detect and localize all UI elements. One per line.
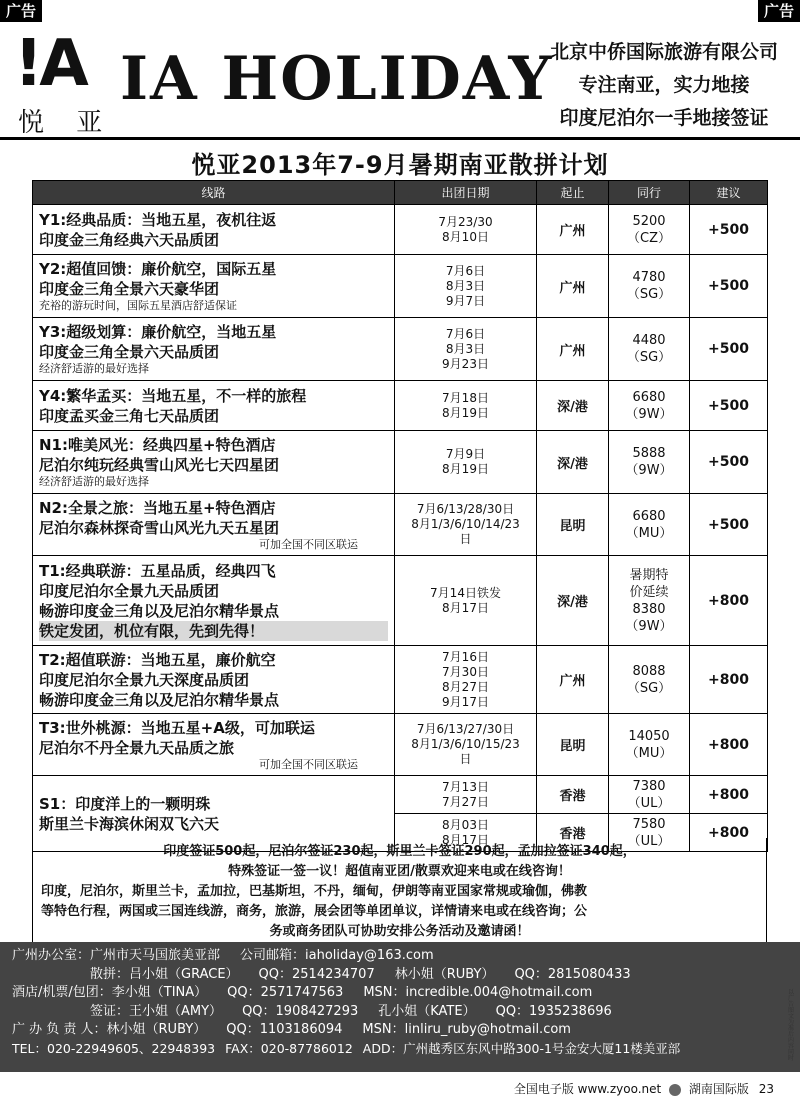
dates-cell	[395, 381, 537, 431]
price-cell	[609, 776, 690, 814]
page-title: 悦亚2013年7-9月暑期南亚散拼计划	[191, 151, 609, 179]
extra-cell: +800	[690, 556, 768, 646]
footer-edition: 湖南国际版	[688, 1082, 749, 1096]
col-route: 线路	[33, 181, 395, 205]
extra-cell: +800	[690, 814, 768, 852]
date: 9月7日	[445, 293, 486, 308]
airline: （MU）	[625, 745, 673, 761]
dates-cell	[395, 556, 537, 646]
date: 日	[459, 752, 472, 766]
date: 9月23日	[442, 356, 489, 371]
route-name: 印度尼泊尔全景九天深度品质团	[39, 670, 250, 689]
dates-cell	[395, 494, 537, 556]
contact-row	[12, 1040, 788, 1059]
route-title: T2:超值联游：当地五星，廉价航空	[39, 650, 276, 669]
contact-panel	[0, 942, 800, 1072]
logo-mark: !A	[14, 27, 85, 101]
header	[0, 22, 800, 140]
route-note: 可加全国不同区联运	[259, 537, 358, 551]
city-cell: 昆明	[537, 494, 609, 556]
edition-icon	[669, 1084, 681, 1096]
table-row	[33, 205, 768, 255]
table-row	[33, 318, 768, 381]
fax: FAX：020-87786012	[225, 1040, 353, 1056]
date: 8月10日	[442, 229, 489, 244]
date: 8月17日	[442, 832, 489, 847]
route-name: 印度尼泊尔全景九天品质团	[39, 581, 220, 600]
date: 7月13日	[442, 779, 489, 794]
route-note: 经济舒适游的最好选择	[39, 362, 149, 375]
table-row	[33, 646, 768, 714]
dates-cell	[395, 646, 537, 714]
date: 8月3日	[445, 341, 486, 356]
route-name: 斯里兰卡海滨休闲双飞六天	[39, 814, 220, 833]
date: 7月23/30	[438, 214, 493, 229]
dates-cell	[395, 714, 537, 776]
col-extra: 建议	[690, 181, 768, 205]
airline: （SG）	[626, 287, 672, 302]
table-row	[33, 255, 768, 318]
city-cell: 昆明	[537, 714, 609, 776]
airline: （UL）	[627, 833, 671, 849]
contact-person: 酒店/机票/包团：李小姐（TINA）	[12, 985, 208, 1000]
route-promo: 铁定发团，机位有限，先到先得！	[39, 621, 388, 641]
table-row	[33, 776, 768, 814]
price-cell	[609, 556, 690, 646]
route-cell	[33, 646, 395, 714]
table-row	[33, 431, 768, 494]
logo-subtitle: 悦 亚	[18, 108, 115, 138]
agency-name: 北京中侨国际旅游有限公司	[549, 41, 778, 63]
contact-msn[interactable]: MSN：linliru_ruby@hotmail.com	[362, 1022, 571, 1037]
route-cell	[33, 381, 395, 431]
route-cell	[33, 494, 395, 556]
contact-qq[interactable]: QQ：1103186094	[226, 1022, 343, 1037]
contact-person: 孔小姐（KATE）	[378, 1003, 476, 1019]
city-cell: 深/港	[537, 381, 609, 431]
brand-name: IA HOLIDAY	[120, 44, 554, 114]
route-highlight: 畅游印度金三角以及尼泊尔精华景点	[39, 601, 280, 620]
note-line: 等特色行程，两国或三国连线游，商务，旅游，展会团等单团单议，详情请来电或在线咨询；公	[41, 904, 588, 919]
note-line: 特殊签证一签一议！超值南亚团/散票欢迎来电或在线咨询！	[228, 864, 571, 879]
extra-cell: +500	[690, 381, 768, 431]
city-cell: 广州	[537, 646, 609, 714]
date: 8月3日	[445, 278, 486, 293]
route-cell	[33, 205, 395, 255]
contact-person: 广 办 负 责 人：林小姐（RUBY）	[12, 1022, 207, 1037]
col-dates: 出团日期	[395, 181, 537, 205]
route-title: T1:经典联游：五星品质，经典四飞	[39, 561, 276, 580]
route-title: Y2:超值回馈：廉价航空，国际五星	[39, 260, 277, 278]
price: 5888	[632, 446, 666, 461]
date: 7月6日	[445, 263, 486, 278]
route-name: 尼泊尔不丹全景九天品质之旅	[39, 738, 235, 757]
contact-qq[interactable]: QQ：2571747563	[227, 985, 344, 1000]
date: 9月17日	[442, 694, 489, 709]
route-title: T3:世外桃源：当地五星+A级，可加联运	[39, 718, 315, 737]
price-cell	[609, 318, 690, 381]
price: 8088	[632, 663, 666, 679]
route-title: Y4:繁华孟买：当地五星，不一样的旅程	[39, 386, 307, 405]
price: 4780	[632, 270, 666, 285]
dates-cell	[395, 318, 537, 381]
contact-person: 签证：王小姐（AMY）	[90, 1003, 223, 1019]
date: 8月1/3/6/10/14/23	[411, 517, 520, 531]
route-name: 印度金三角全景六天豪华团	[39, 280, 220, 298]
company-email[interactable]: 公司邮箱：iaholiday@163.com	[240, 948, 434, 963]
price: 6680	[632, 389, 666, 405]
tour-plan-table	[32, 180, 768, 852]
date: 8月03日	[442, 817, 489, 832]
route-cell	[33, 714, 395, 776]
airline: （9W）	[625, 618, 673, 634]
extra-cell: +800	[690, 646, 768, 714]
side-note: 以广告图文为准后内容同时	[788, 989, 795, 1062]
contact-qq[interactable]: QQ：2815080433	[514, 966, 631, 982]
price-cell	[609, 255, 690, 318]
office-address: 广州办公室：广州市天马国旅美亚部	[12, 948, 221, 963]
col-city: 起止	[537, 181, 609, 205]
contact-row	[12, 966, 788, 985]
city-cell: 广州	[537, 205, 609, 255]
date: 8月17日	[442, 600, 489, 615]
route-cell	[33, 556, 395, 646]
table-row	[33, 714, 768, 776]
table-header-row	[33, 181, 768, 205]
route-name: 尼泊尔纯玩经典雪山风光七天四星团	[39, 456, 280, 474]
agency-info	[550, 36, 778, 135]
page-number: 23	[758, 1082, 774, 1096]
price: 7380	[632, 778, 666, 794]
city-cell: 深/港	[537, 556, 609, 646]
table-row	[33, 381, 768, 431]
airline: （SG）	[626, 350, 672, 365]
contact-row	[12, 1021, 788, 1040]
table-row	[33, 556, 768, 646]
ad-label-right: 广告	[758, 0, 800, 22]
city-cell: 广州	[537, 255, 609, 318]
extra-cell: +500	[690, 255, 768, 318]
route-highlight: 畅游印度金三角以及尼泊尔精华景点	[39, 690, 280, 709]
date: 7月16日	[442, 649, 489, 664]
price: 8380	[632, 601, 666, 617]
price: 14050	[628, 728, 670, 744]
col-price: 同行	[609, 181, 690, 205]
airline: （MU）	[625, 525, 673, 541]
contact-person: 散拼：吕小姐（GRACE）	[90, 966, 239, 982]
airline: （CZ）	[627, 230, 671, 246]
route-title: S1：印度洋上的一颗明珠	[39, 794, 211, 813]
price-cell	[609, 431, 690, 494]
route-name: 印度金三角全景六天品质团	[39, 343, 220, 361]
visa-notes	[32, 838, 767, 947]
date: 8月1/3/6/10/15/23	[411, 737, 520, 751]
airline: （9W）	[625, 463, 673, 478]
price-cell	[609, 646, 690, 714]
price: 4480	[632, 333, 666, 348]
route-title: Y3:超级划算：廉价航空，当地五星	[39, 323, 277, 341]
route-title: N2:全景之旅：当地五星+特色酒店	[39, 498, 276, 517]
note-line: 印度签证500起，尼泊尔签证230起，斯里兰卡签证290起，孟加拉签证340起，	[163, 844, 636, 859]
dates-cell	[395, 255, 537, 318]
price-cell	[609, 714, 690, 776]
extra-cell: +800	[690, 776, 768, 814]
date: 7月9日	[445, 447, 486, 461]
agency-visa: 印度尼泊尔一手地接签证	[559, 107, 769, 129]
route-cell	[33, 255, 395, 318]
contact-msn[interactable]: MSN：incredible.004@hotmail.com	[363, 985, 593, 1000]
city-cell: 香港	[537, 776, 609, 814]
date: 日	[459, 532, 472, 546]
price: 6680	[632, 508, 666, 524]
route-name: 尼泊尔森林探奇雪山风光九天五星团	[39, 518, 280, 537]
contact-qq[interactable]: QQ：1908427293	[242, 1003, 359, 1019]
footer-site[interactable]: 全国电子版 www.zyoo.net	[513, 1082, 662, 1096]
table-row	[33, 494, 768, 556]
extra-cell: +500	[690, 494, 768, 556]
date: 7月14日铁发	[430, 585, 501, 600]
date: 8月27日	[442, 679, 489, 694]
date: 7月27日	[442, 794, 489, 809]
airline: （SG）	[626, 680, 672, 696]
date: 8月19日	[442, 405, 489, 420]
contact-row	[12, 1003, 788, 1022]
price-cell	[609, 381, 690, 431]
date: 7月30日	[442, 664, 489, 679]
airline: （UL）	[627, 795, 671, 811]
route-note: 充裕的游玩时间，国际五星酒店舒适保证	[39, 299, 237, 312]
date: 7月6/13/28/30日	[416, 502, 515, 516]
agency-slogan: 专注南亚，实力地接	[578, 74, 750, 96]
contact-qq[interactable]: QQ：2514234707	[258, 966, 375, 982]
contact-person: 林小姐（RUBY）	[394, 966, 495, 982]
airline: （9W）	[625, 406, 673, 422]
page-footer	[0, 1078, 800, 1100]
ad-label-left: 广告	[0, 0, 42, 22]
extra-cell: +500	[690, 205, 768, 255]
address: ADD：广州越秀区东风中路300-1号金安大厦11楼美亚部	[362, 1040, 681, 1056]
route-cell	[33, 431, 395, 494]
route-note: 可加全国不同区联运	[259, 757, 358, 771]
price: 7580	[632, 816, 666, 832]
note-line: 印度，尼泊尔，斯里兰卡，孟加拉，巴基斯坦，不丹，缅甸，伊朗等南亚国家常规或瑜伽，佛教	[41, 884, 588, 899]
dates-cell	[395, 205, 537, 255]
price-cell	[609, 205, 690, 255]
date: 7月6日	[445, 326, 486, 341]
price-cell	[609, 494, 690, 556]
city-cell: 深/港	[537, 431, 609, 494]
route-note: 经济舒适游的最好选择	[39, 475, 149, 488]
contact-qq[interactable]: QQ：1935238696	[495, 1003, 612, 1019]
price: 5200	[632, 213, 666, 229]
date: 7月18日	[442, 390, 489, 405]
route-cell	[33, 318, 395, 381]
route-name: 印度孟买金三角七天品质团	[39, 406, 220, 425]
contact-row	[12, 984, 788, 1003]
route-name: 印度金三角经典六天品质团	[39, 230, 220, 249]
extra-cell: +800	[690, 714, 768, 776]
dates-cell	[395, 431, 537, 494]
date: 8月19日	[442, 462, 489, 476]
route-title: N1:唯美风光：经典四星+特色酒店	[39, 436, 276, 454]
telephone[interactable]: TEL：020-22949605、22948393	[12, 1040, 216, 1056]
extra-cell: +500	[690, 431, 768, 494]
dates-cell	[395, 776, 537, 814]
note-line: 务或商务团队可协助安排公务活动及邀请函！	[269, 924, 530, 939]
price-note: 暑期特	[629, 567, 669, 583]
city-cell: 广州	[537, 318, 609, 381]
route-title: Y1:经典品质：当地五星，夜机往返	[39, 210, 277, 229]
contact-row	[12, 947, 788, 966]
extra-cell: +500	[690, 318, 768, 381]
city-cell: 香港	[537, 814, 609, 852]
date: 7月6/13/27/30日	[416, 722, 515, 736]
price-note: 价延续	[629, 584, 669, 600]
